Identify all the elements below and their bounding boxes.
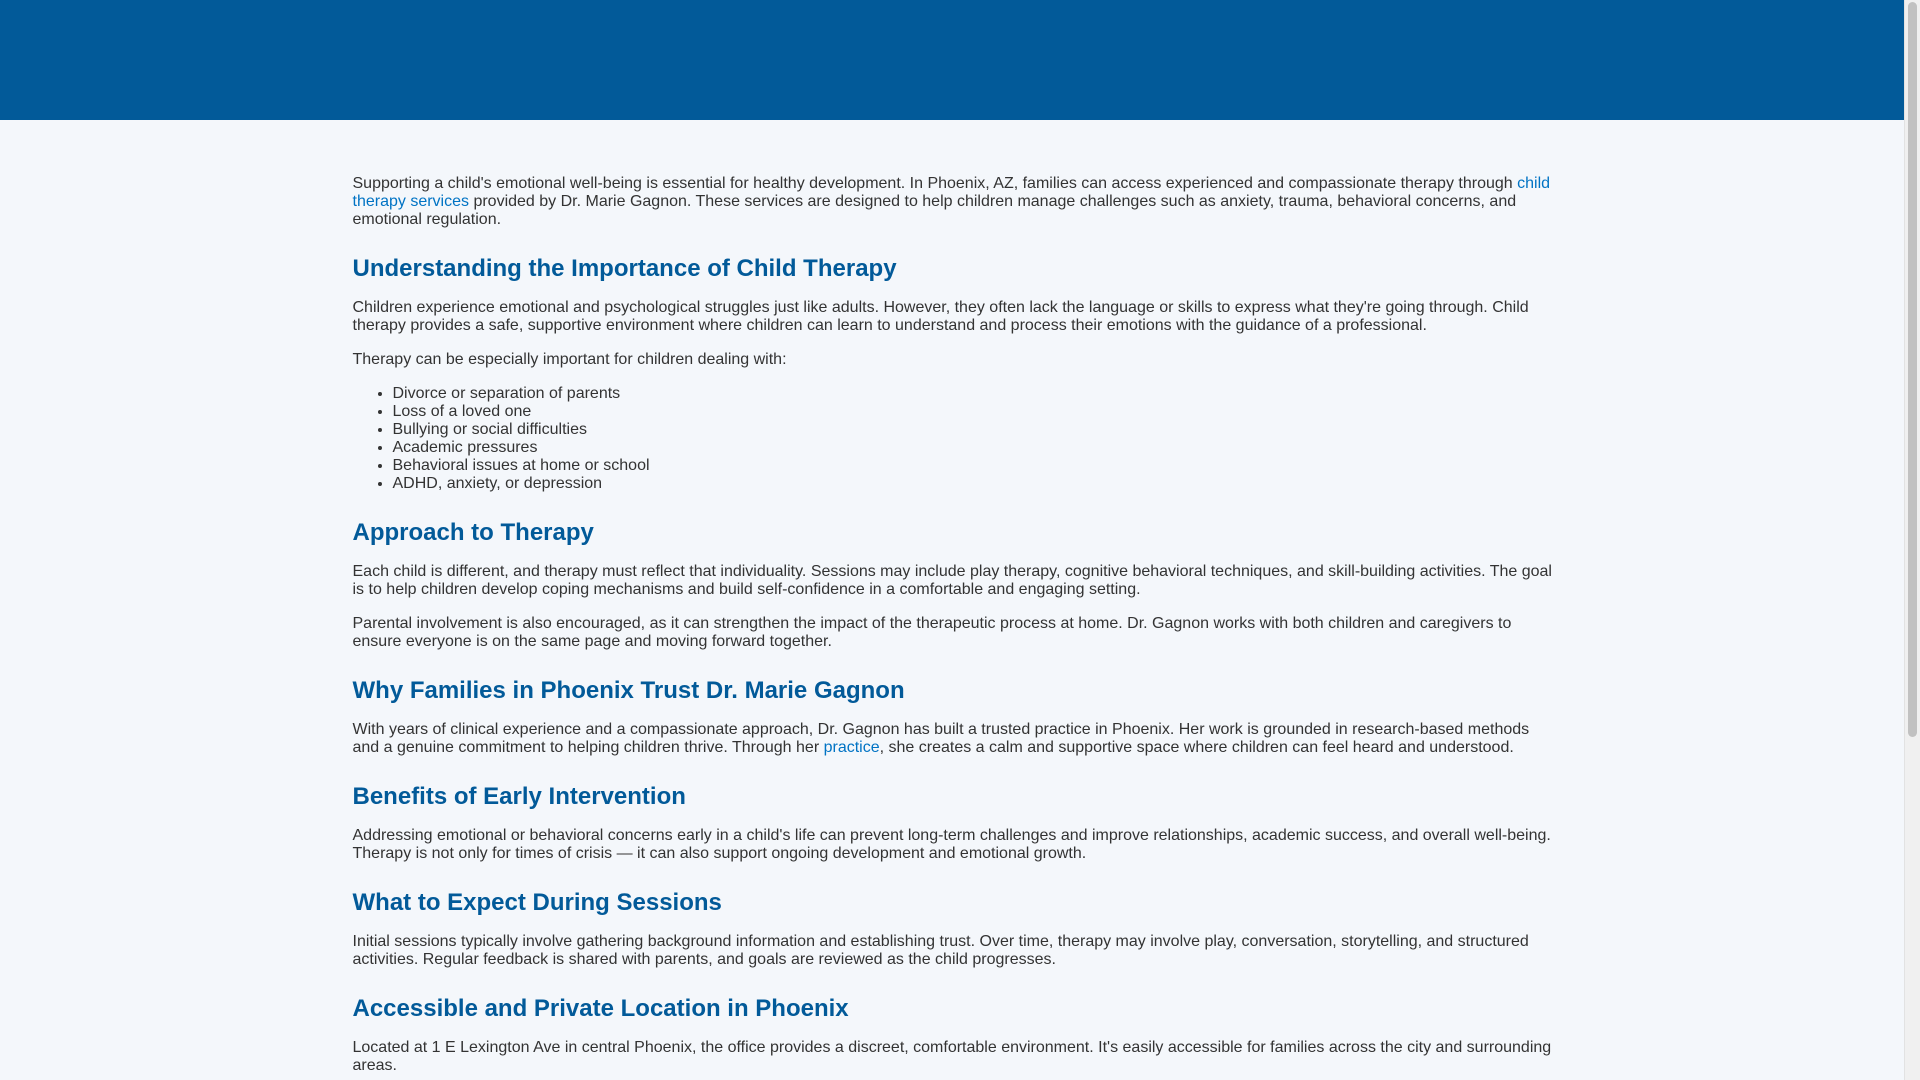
challenges-list xyxy=(353,385,1553,493)
section-heading-location: Accessible and Private Location in Phoenix xyxy=(352,995,849,1022)
trust-paragraph: With years of clinical experience and a compassionate approach, Dr. Gagnon has built a trusted practice in Phoenix. Her work is grounded in research-based methods and a genuine commitment to helping children thrive. Through her practice, she creates a calm and supportive space where children can feel heard and understood. xyxy=(352,721,1530,756)
list-item: • Behavioral issues at home or school xyxy=(393,457,1553,475)
article-content xyxy=(353,120,1553,1075)
list-item: • Divorce or separation of parents xyxy=(393,385,1553,403)
sessions-paragraph: Initial sessions typically involve gathering background information and establishing trust. Over time, therapy may involve play, conversation, storytelling, and structured activities. Regular feedback is shared with parents, and goals are reviewed as the child progresses. xyxy=(352,933,1529,968)
child-therapy-services-link[interactable]: child therapy services xyxy=(352,175,1551,210)
section-heading-trust: Why Families in Phoenix Trust Dr. Marie Gagnon xyxy=(352,677,905,704)
early-intervention-paragraph: Addressing emotional or behavioral concerns early in a child's life can prevent long-term challenges and improve relationships, academic success, and overall well-being. Therapy is not only for times of crisis — it can also support ongoing development and emotional growth. xyxy=(352,827,1551,862)
practice-link[interactable]: practice xyxy=(823,739,880,756)
scrollbar-thumb[interactable] xyxy=(1908,2,1917,737)
section-heading-sessions: What to Expect During Sessions xyxy=(352,889,722,916)
list-item: • Loss of a loved one xyxy=(393,403,1553,421)
section-heading-approach: Approach to Therapy xyxy=(352,519,594,546)
list-item: • Bullying or social difficulties xyxy=(393,421,1553,439)
importance-paragraph-2: Therapy can be especially important for children dealing with: xyxy=(352,351,787,368)
intro-paragraph: Supporting a child's emotional well-being is essential for healthy development. In Phoenix, AZ, families can access experienced and compassionate therapy through child therapy services provided by Dr. Marie Gagnon. These services are designed to help children manage challenges such as anxiety, trauma, behavioral concerns, and emotional regulation. xyxy=(352,175,1551,228)
approach-paragraph-1: Each child is different, and therapy must reflect that individuality. Sessions may include play therapy, cognitive behavioral techniques, and skill-building activities. The goal is to help children develop coping mechanisms and build self-confidence in a comfortable and engaging setting. xyxy=(352,563,1552,598)
approach-paragraph-2: Parental involvement is also encouraged, as it can strengthen the impact of the therapeutic process at home. Dr. Gagnon works with both children and caregivers to ensure everyone is on the same page and moving forward together. xyxy=(352,615,1512,650)
location-paragraph: Located at 1 E Lexington Ave in central Phoenix, the office provides a discreet, comfortable environment. It's easily accessible for families across the city and surrounding areas. xyxy=(352,1039,1552,1074)
vertical-scrollbar[interactable] xyxy=(1904,0,1920,1080)
list-item: • ADHD, anxiety, or depression xyxy=(393,475,1553,493)
site-header xyxy=(0,0,1905,120)
section-heading-early-intervention: Benefits of Early Intervention xyxy=(352,783,686,810)
section-heading-importance: Understanding the Importance of Child Therapy xyxy=(352,255,897,282)
list-item: • Academic pressures xyxy=(393,439,1553,457)
importance-paragraph-1: Children experience emotional and psychological struggles just like adults. However, they often lack the language or skills to express what they're going through. Child therapy provides a safe, supportive environment where children can learn to understand and process their emotions with the guidance of a professional. xyxy=(352,299,1529,334)
